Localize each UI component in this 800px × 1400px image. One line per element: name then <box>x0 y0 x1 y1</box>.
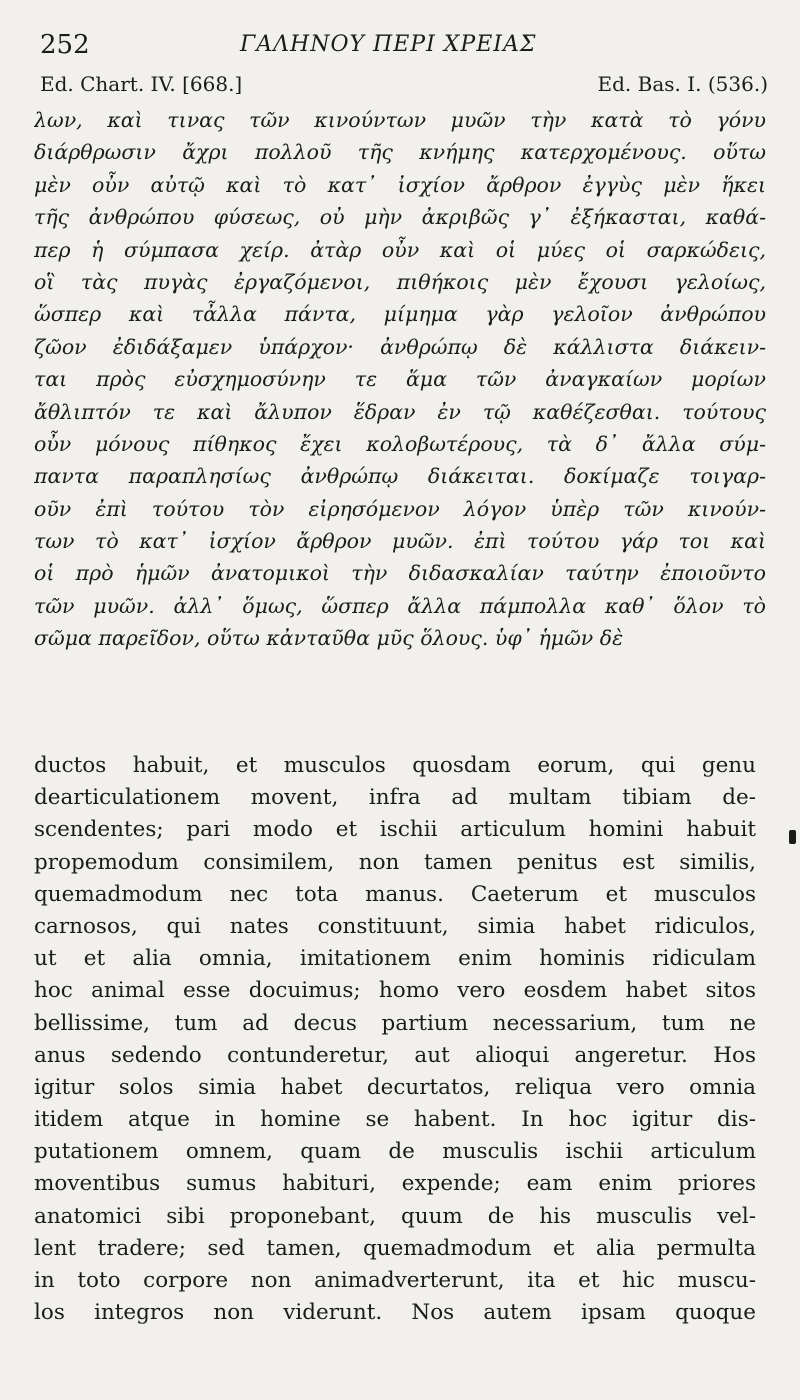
latin-text-line: igitur solos simia habet decurtatos, reliqua vero omnia <box>34 1074 756 1100</box>
latin-text-block <box>34 750 756 1329</box>
greek-text-line: των τὸ κατ᾽ ἰσχίον ἄρθρον μυῶν. ἐπὶ τούτου γάρ τοι καὶ <box>34 529 766 554</box>
latin-text-line: scendentes; pari modo et ischii articulum homini habuit <box>34 817 756 843</box>
edition-reference-basel: Ed. Bas. I. (536.) <box>597 72 768 96</box>
greek-text-line: τῶν μυῶν. ἀλλ᾽ ὅμως, ὥσπερ ἄλλα πάμπολλα καθ᾽ ὅλον τὸ <box>34 593 766 618</box>
latin-text-line: propemodum consimilem, non tamen penitus est similis, <box>34 849 756 875</box>
greek-text-line: οὖν μόνους πίθηκος ἔχει κολοβωτέρους, τὰ δ᾽ ἄλλα σύμ- <box>34 431 766 456</box>
greek-text-line: οῦν ἐπὶ τούτου τὸν εἰρησόμενον λόγον ὑπὲρ τῶν κινούν- <box>34 496 766 521</box>
greek-text-line: τῆς ἀνθρώπου φύσεως, οὐ μὴν ἀκριβῶς γ᾽ ἐξήκασται, καθά- <box>34 205 766 230</box>
latin-text-line: dearticulationem movent, infra ad multam tibiam de- <box>34 785 756 811</box>
greek-text-line: μὲν οὖν αὐτῷ καὶ τὸ κατ᾽ ἰσχίον ἄρθρον ἐγγὺς μὲν ἥκει <box>34 172 766 197</box>
greek-text-line: οἳ τὰς πυγὰς ἐργαζόμενοι, πιθήκοις μὲν ἔχουσι γελοίως, <box>34 269 766 294</box>
greek-text-line: περ ἡ σύμπασα χείρ. ἀτὰρ οὖν καὶ οἱ μύες οἱ σαρκώδεις, <box>34 237 766 262</box>
latin-text-line: anus sedendo contunderetur, aut alioqui angeretur. Hos <box>34 1042 756 1068</box>
greek-text-line: ζῶον ἐδιδάξαμεν ὑπάρχον· ἀνθρώπῳ δὲ κάλλιστα διάκειν- <box>34 334 766 359</box>
latin-text-line: moventibus sumus habituri, expende; eam enim priores <box>34 1171 756 1197</box>
greek-text-line: διάρθρωσιν ἄχρι πολλοῦ τῆς κνήμης κατερχομένους. οὕτω <box>34 140 766 165</box>
latin-text-line: anatomici sibi proponebant, quum de his musculis vel- <box>34 1203 756 1229</box>
page-header <box>40 30 760 64</box>
greek-text-block <box>34 104 766 655</box>
greek-text-line: λων, καὶ τινας τῶν κινούντων μυῶν τὴν κατὰ τὸ γόνυ <box>34 108 766 132</box>
latin-text-line: los integros non viderunt. Nos autem ipsam quoque <box>34 1300 756 1326</box>
margin-mark <box>789 830 796 844</box>
latin-text-line: carnosos, qui nates constituunt, simia habet ridiculos, <box>34 913 756 939</box>
latin-text-line: quemadmodum nec tota manus. Caeterum et musculos <box>34 881 756 907</box>
latin-text-line: ut et alia omnia, imitationem enim hominis ridiculam <box>34 946 756 972</box>
edition-reference-chartier: Ed. Chart. IV. [668.] <box>40 72 243 96</box>
page-number: 252 <box>40 30 90 60</box>
latin-text-line: itidem atque in homine se habent. In hoc igitur dis- <box>34 1107 756 1133</box>
edition-references <box>40 72 768 100</box>
greek-text-line: ἄθλιπτόν τε καὶ ἄλυπον ἕδραν ἐν τῷ καθέζεσθαι. τούτους <box>34 399 766 424</box>
greek-text-line: ὥσπερ καὶ τἆλλα πάντα, μίμημα γὰρ γελοῖον ἀνθρώπου <box>34 302 766 327</box>
latin-text-line: ductos habuit, et musculos quosdam eorum, qui genu <box>34 753 756 778</box>
latin-text-line: hoc animal esse docuimus; homo vero eosdem habet sitos <box>34 978 756 1004</box>
greek-text-line: ται πρὸς εὐσχημοσύνην τε ἅμα τῶν ἀναγκαίων μορίων <box>34 367 766 392</box>
latin-text-line: putationem omnem, quam de musculis ischii articulum <box>34 1139 756 1165</box>
greek-text-line: οἱ πρὸ ἡμῶν ἀνατομικοὶ τὴν διδασκαλίαν ταύτην ἐποιοῦντο <box>34 561 766 586</box>
running-title: ΓΑΛΗΝΟΥ ΠΕΡΙ ΧΡΕΙΑΣ <box>240 32 537 57</box>
latin-text-line: lent tradere; sed tamen, quemadmodum et alia permulta <box>34 1235 756 1261</box>
latin-text-line: in toto corpore non animadverterunt, ita et hic muscu- <box>34 1268 756 1293</box>
greek-text-line: παντα παραπλησίως ἀνθρώπῳ διάκειται. δοκίμαζε τοιγαρ- <box>34 464 766 489</box>
latin-text-line: bellissime, tum ad decus partium necessarium, tum ne <box>34 1010 756 1036</box>
greek-text-line: σῶμα παρεῖδον, οὕτω κἀνταῦθα μῦς ὅλους. ὑφ᾽ ἡμῶν δὲ <box>34 626 624 651</box>
